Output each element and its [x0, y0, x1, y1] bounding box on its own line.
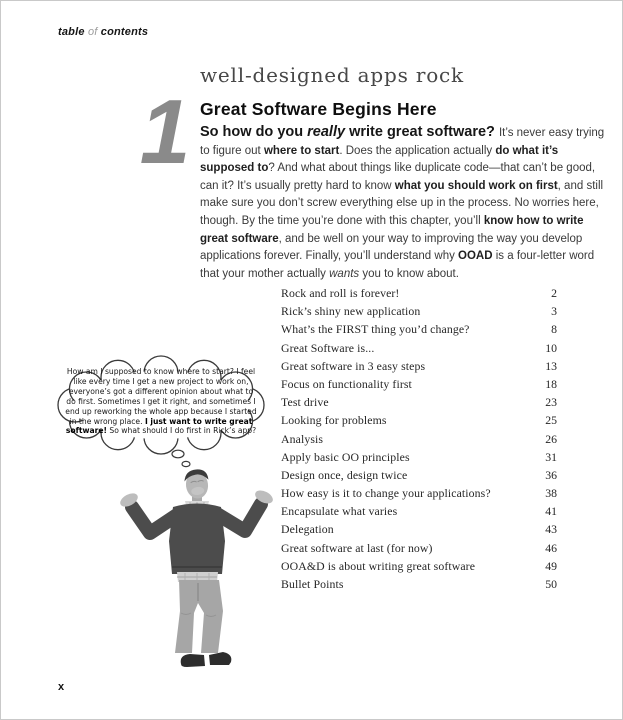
text-segment: really — [307, 124, 346, 140]
toc-entry-page-number: 43 — [545, 522, 557, 537]
toc-entry-page-number: 25 — [545, 413, 557, 428]
toc-entry-title: Delegation — [281, 522, 334, 537]
toc-entry-row — [281, 575, 557, 593]
toc-entry-row — [281, 357, 557, 375]
toc-entry-page-number: 26 — [545, 431, 557, 446]
text-segment: do what it’s supposed to — [200, 144, 559, 175]
toc-entry-title: Test drive — [281, 395, 329, 410]
toc-entry-row — [281, 502, 557, 520]
toc-entry-page-number: 23 — [545, 395, 557, 410]
toc-entry-page-number: 2 — [551, 286, 557, 300]
toc-entry-row — [281, 448, 557, 466]
toc-entry-page-number: 18 — [545, 376, 557, 391]
text-segment: wants — [329, 267, 360, 280]
toc-entry-page-number: 13 — [545, 358, 557, 373]
text-segment: table — [58, 26, 88, 38]
toc-entry-row — [281, 375, 557, 393]
toc-entry-row — [281, 393, 557, 411]
toc-entry-page-number: 41 — [545, 504, 557, 519]
toc-entry-row — [281, 520, 557, 538]
text-segment: ? And what about things like duplicate code—that can’t be good, can it? It’s usually pretty hard to know — [200, 162, 596, 192]
text-segment: It’s never easy trying to figure out — [200, 127, 605, 157]
text-segment: where to start — [263, 144, 340, 157]
toc-entry-title: Great software in 3 easy steps — [281, 358, 426, 373]
toc-entry-page-number: 49 — [545, 558, 557, 573]
text-segment: write great software? — [345, 124, 499, 140]
toc-entry-page-number: 38 — [545, 486, 557, 501]
toc-entry-title: How easy is it to change your applications? — [281, 486, 491, 501]
toc-entry-row — [281, 284, 557, 302]
text-segment: I just want to write great software! — [65, 416, 253, 436]
toc-entry-page-number: 50 — [545, 577, 557, 591]
toc-entry-row — [281, 484, 557, 502]
toc-entry-page-number: 46 — [545, 540, 557, 555]
toc-entry-row — [281, 320, 557, 338]
toc-entry-title: Design once, design twice — [281, 467, 408, 482]
toc-entry-page-number: 8 — [551, 322, 557, 337]
toc-entry-row — [281, 339, 557, 357]
toc-entry-row — [281, 557, 557, 575]
text-segment: is a four-letter word that your mother actually — [200, 250, 595, 280]
chapter-number: 1 — [139, 82, 191, 183]
chapter-tagline: well-designed apps rock — [200, 63, 464, 87]
toc-entry-title: OOA&D is about writing great software — [281, 558, 476, 573]
text-segment: what you should work on first — [394, 179, 558, 192]
toc-entry-title: Apply basic OO principles — [281, 449, 410, 464]
thought-bubble-text — [63, 367, 259, 436]
text-segment: So how do you — [200, 124, 308, 140]
text-segment: know how to write great software — [200, 214, 584, 245]
toc-entry-title: Great Software is... — [281, 340, 375, 355]
text-segment: of — [87, 26, 98, 38]
toc-entry-title: Encapsulate what varies — [281, 504, 398, 519]
shrugging-person-illustration — [119, 463, 274, 675]
toc-entry-row — [281, 411, 557, 429]
toc-entry-row — [281, 430, 557, 448]
text-segment: , and be well on your way to improving the way you develop applications forever. Finally, you’ll understand why — [200, 232, 583, 263]
toc-entry-page-number: 31 — [545, 449, 557, 464]
toc-entry-page-number: 10 — [545, 340, 557, 355]
text-segment: . Does the application actually — [339, 144, 496, 157]
text-segment: , and still make sure you don’t screw everything else up in the process. No worries here, though. By the time you’re done with this chapter, you’ll — [200, 179, 604, 227]
toc-entry-title: Looking for problems — [281, 413, 387, 428]
text-segment: How am I supposed to know where to start? I feel like every time I get a new project to work on, everyone’s got a different opinion about what to do first. Sometimes I get it right, and sometimes I end up reworking the whole app because I started in the wrong place. — [65, 367, 257, 426]
toc-entry-title: Analysis — [281, 431, 324, 446]
toc-entry-row — [281, 539, 557, 557]
text-segment: So what should I do first in Rick’s app? — [107, 426, 257, 436]
toc-entry-title: Focus on functionality first — [281, 376, 412, 391]
toc-entry-title: Rick’s shiny new application — [281, 304, 421, 319]
toc-entry-row — [281, 466, 557, 484]
text-segment: OOAD — [458, 250, 493, 263]
toc-entry-title: Rock and roll is forever! — [281, 286, 400, 300]
chapter-intro-paragraph — [200, 124, 614, 283]
toc-entry-row — [281, 302, 557, 320]
text-segment: contents — [97, 26, 149, 38]
toc-entry-title: Bullet Points — [281, 577, 344, 591]
toc-entry-title: What’s the FIRST thing you’d change? — [281, 322, 470, 337]
toc-entry-page-number: 36 — [545, 467, 557, 482]
chapter-title: Great Software Begins Here — [200, 99, 437, 119]
page-number: x — [58, 681, 65, 693]
toc-entry-page-number: 3 — [551, 304, 557, 319]
running-header — [58, 26, 148, 38]
toc-list — [281, 284, 557, 593]
toc-entry-title: Great software at last (for now) — [281, 540, 433, 555]
text-segment: you to know about. — [359, 267, 459, 280]
